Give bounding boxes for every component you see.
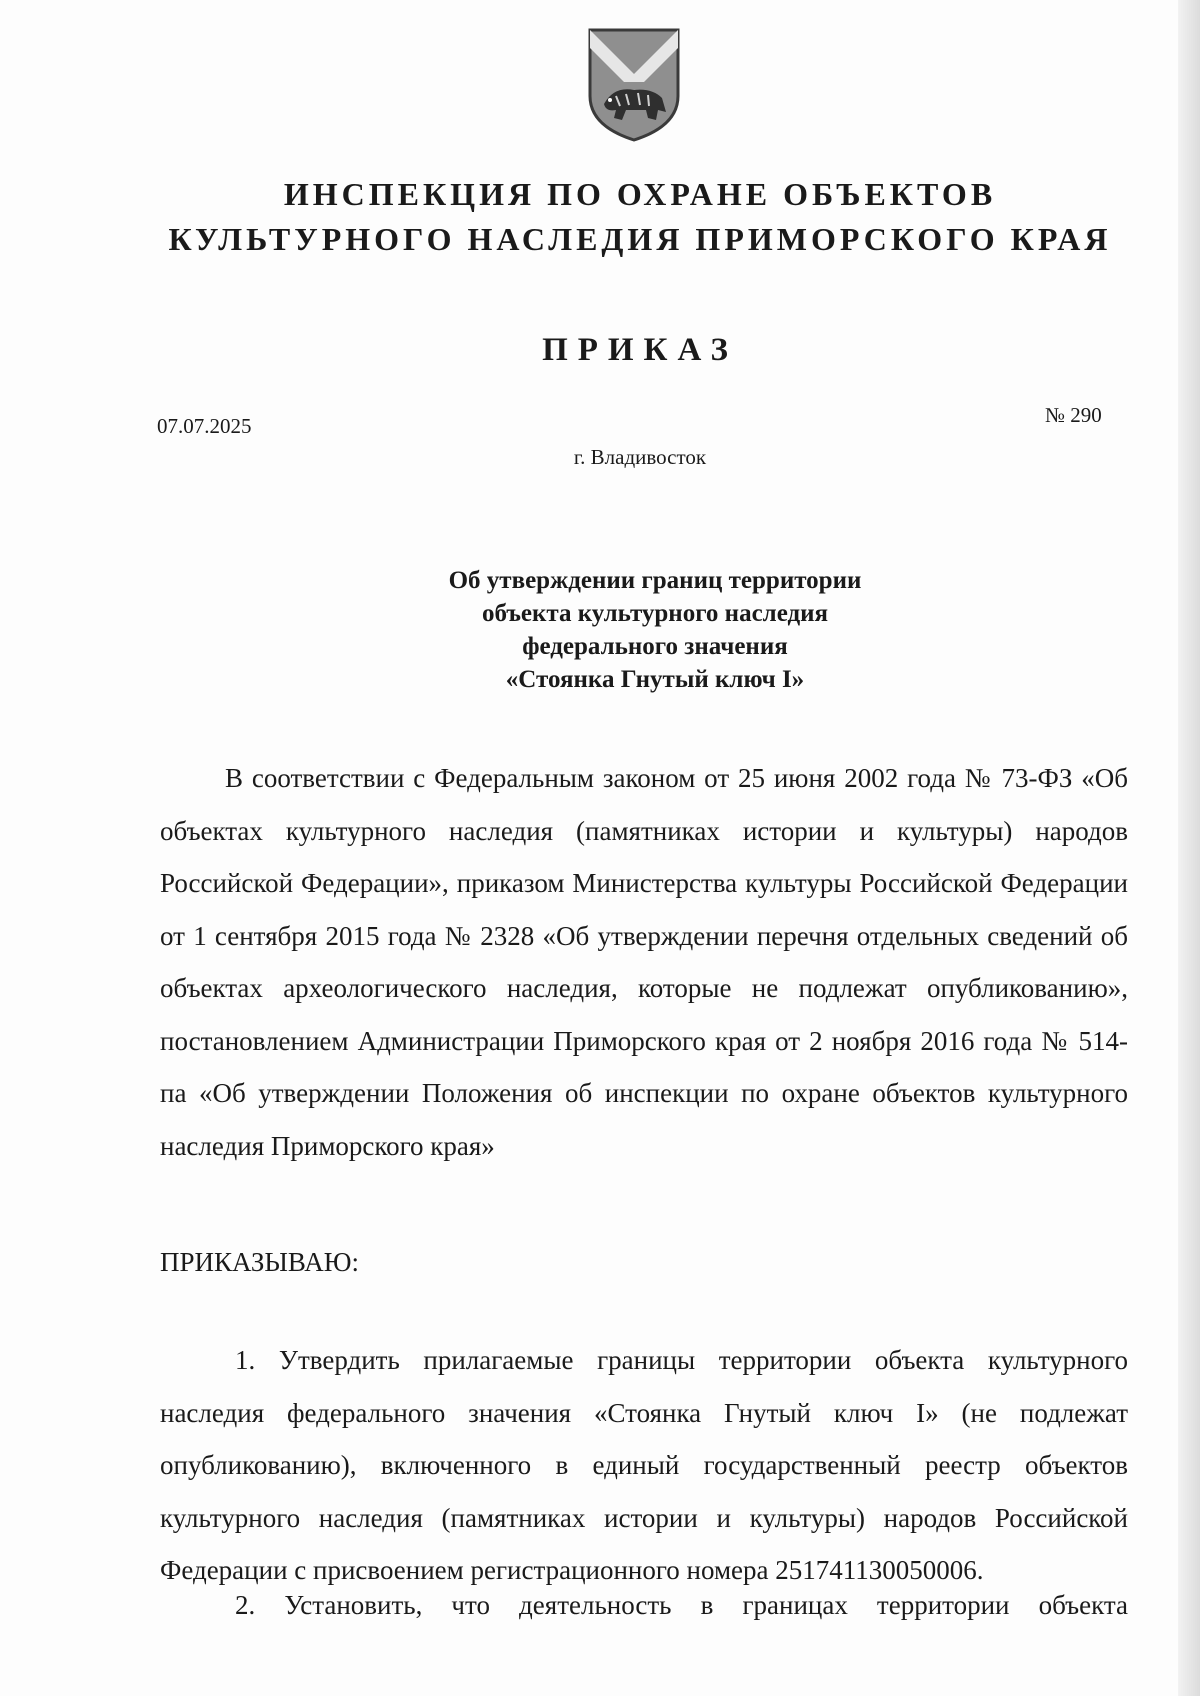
order-item-1: 1. Утвердить прилагаемые границы территории объекта культурного наследия федерального значения «Стоянка Гнутый ключ I» (не подлежат опубликованию), включенного в единый государственный реестр объектов культурного наследия (памятниках истории и культуры) народов Российской Федерации с присвоением регистрационного номера 251741130050006. <box>160 1345 1128 1585</box>
order-date: 07.07.2025 <box>157 414 252 438</box>
organization-title <box>0 172 1200 262</box>
coat-of-arms-icon <box>586 26 682 144</box>
subject-line4: «Стоянка Гнутый ключ I» <box>505 666 805 693</box>
order-city: г. Владивосток <box>573 445 707 469</box>
org-title-line1: ИНСПЕКЦИЯ ПО ОХРАНЕ ОБЪЕКТОВ <box>283 176 997 212</box>
order-item-2: 2. Установить, что деятельность в границах территории объекта <box>235 1590 1128 1620</box>
org-title-line2: КУЛЬТУРНОГО НАСЛЕДИЯ ПРИМОРСКОГО КРАЯ <box>168 221 1112 257</box>
document-type-heading: ПРИКАЗ <box>542 332 738 368</box>
subject-line1: Об утверждении границ территории <box>448 567 862 594</box>
subject-line2: объекта культурного наследия <box>481 600 829 627</box>
subject-line3: федерального значения <box>522 633 788 660</box>
preamble-paragraph: В соответствии с Федеральным законом от 25 июня 2002 года № 73-ФЗ «Об объектах культурного наследия (памятниках истории и культуры) народов Российской Федерации», приказом Министерства культуры Российской Федерации от 1 сентября 2015 года № 2328 «Об утверждении перечня отдельных сведений об объектах археологического наследия, которые не подлежат опубликованию», постановлением Администрации Приморского края от 2 ноября 2016 года № 514-па «Об утверждении Положения об инспекции по охране объектов культурного наследия Приморского края» <box>160 763 1128 1161</box>
order-subject <box>0 564 1200 696</box>
order-number: № 290 <box>1045 403 1102 427</box>
directive-label: ПРИКАЗЫВАЮ: <box>160 1247 359 1277</box>
